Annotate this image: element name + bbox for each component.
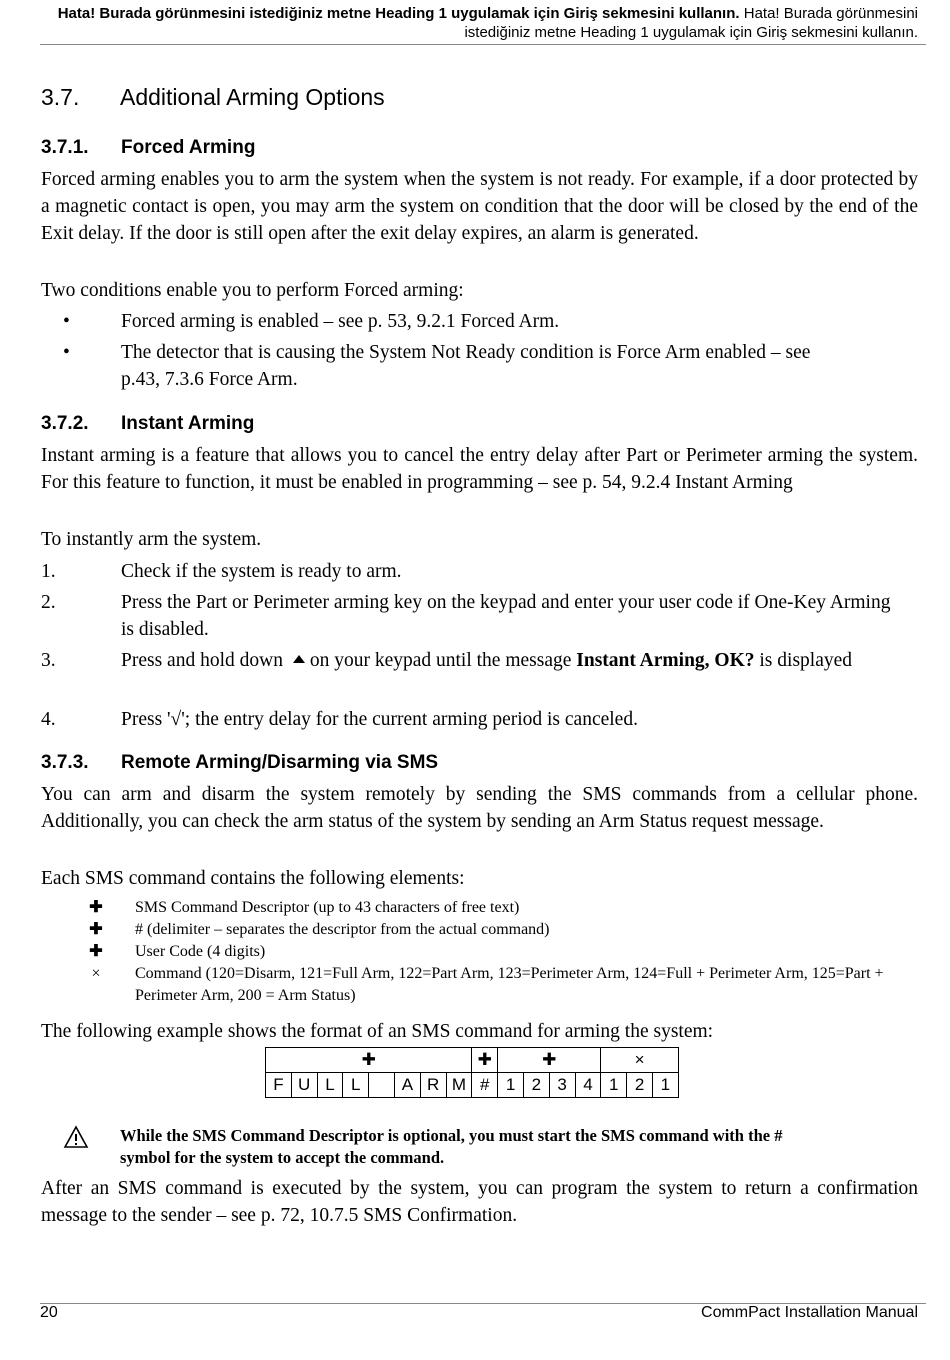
step-text-part: on your keypad until the message xyxy=(309,650,572,671)
header-divider xyxy=(40,44,926,45)
plus-icon: ✚ xyxy=(89,899,103,916)
sms-paragraph-2: Each SMS command contains the following elements: xyxy=(41,868,465,889)
table-cell: 1 xyxy=(601,1073,627,1098)
table-marker-row xyxy=(266,1048,679,1073)
subsection-title: Forced Arming xyxy=(121,137,256,158)
list-item xyxy=(88,897,888,919)
subsection-number: 3.7.2. xyxy=(41,413,89,434)
table-cell xyxy=(369,1073,395,1098)
header-error-normal: Hata! Burada görünmesini istediğiniz metne Heading 1 uygulamak için Giriş sekmesini kullanın. xyxy=(464,5,918,41)
keypad-message: Instant Arming, OK? xyxy=(576,650,755,671)
table-cell: L xyxy=(317,1073,343,1098)
list-item-text: Forced arming is enabled – see p. 53, 9.2.1 Forced Arm. xyxy=(121,311,560,332)
step-item xyxy=(41,589,901,643)
list-item-text: Command (120=Disarm, 121=Full Arm, 122=Part Arm, 123=Perimeter Arm, 124=Full + Perimeter Arm, 125=Part + Perimeter Arm, 200 = Arm Status) xyxy=(135,965,884,1004)
section-title: Additional Arming Options xyxy=(120,84,385,110)
step-number: 2. xyxy=(41,592,56,613)
step-text: Check if the system is ready to arm. xyxy=(121,561,402,582)
table-cell: 1 xyxy=(652,1073,678,1098)
plus-icon: ✚ xyxy=(498,1048,601,1073)
table-cell: 2 xyxy=(523,1073,549,1098)
step-number: 4. xyxy=(41,709,56,730)
step-text-part: is displayed xyxy=(759,650,853,671)
table-cell: R xyxy=(420,1073,446,1098)
footer-title: CommPact Installation Manual xyxy=(701,1304,918,1321)
header-error-bold: Hata! Burada görünmesini istediğiniz metne Heading 1 uygulamak için Giriş sekmesini kullanın. xyxy=(57,5,740,22)
plus-icon: ✚ xyxy=(266,1048,472,1073)
sms-paragraph-1: You can arm and disarm the system remotely by sending the SMS commands from a cellular phone. Additionally, you can check the arm status of the system by sending an Arm Status request message. xyxy=(41,784,918,832)
table-cell: # xyxy=(472,1073,498,1098)
plus-icon: ✚ xyxy=(89,921,103,938)
subsection-forced-heading xyxy=(41,137,255,159)
table-cell: M xyxy=(446,1073,472,1098)
step-item xyxy=(41,706,918,733)
plus-icon: ✚ xyxy=(472,1048,498,1073)
list-item-text: SMS Command Descriptor (up to 43 characters of free text) xyxy=(135,899,520,916)
list-item-text: User Code (4 digits) xyxy=(135,943,266,960)
plus-icon: ✚ xyxy=(89,943,103,960)
table-cell: 3 xyxy=(549,1073,575,1098)
step-item xyxy=(41,647,901,674)
instant-paragraph-2: To instantly arm the system. xyxy=(41,529,262,550)
forced-paragraph-1: Forced arming enables you to arm the system when the system is not ready. For example, if a door protected by a magnetic contact is open, you may arm the system on condition that the door will be closed by the end of the Exit delay. If the door is still open after the exit delay expires, an alarm is generated. xyxy=(41,169,918,244)
bullet-marker: • xyxy=(63,311,70,332)
subsection-title: Remote Arming/Disarming via SMS xyxy=(121,752,439,773)
list-item-text: # (delimiter – separates the descriptor from the actual command) xyxy=(135,921,550,938)
table-row xyxy=(266,1073,679,1098)
list-item xyxy=(41,339,831,393)
list-item xyxy=(41,308,918,335)
forced-paragraph-2: Two conditions enable you to perform Forced arming: xyxy=(41,280,464,301)
table-cell: L xyxy=(343,1073,369,1098)
list-item xyxy=(88,919,888,941)
running-header xyxy=(40,4,918,42)
sms-format-table xyxy=(265,1047,679,1098)
step-text: Press the Part or Perimeter arming key on the keypad and enter your user code if One-Key Arming is disabled. xyxy=(121,592,891,640)
arrow-up-key-icon xyxy=(292,654,306,664)
step-text: Press '√'; the entry delay for the current arming period is canceled. xyxy=(121,709,638,730)
table-cell: A xyxy=(394,1073,420,1098)
cross-icon: × xyxy=(91,965,101,982)
sms-paragraph-4: After an SMS command is executed by the system, you can program the system to return a confirmation message to the sender – see p. 72, 10.7.5 SMS Confirmation. xyxy=(41,1178,918,1226)
table-cell: 1 xyxy=(498,1073,524,1098)
subsection-number: 3.7.3. xyxy=(41,752,89,773)
step-number: 1. xyxy=(41,561,56,582)
section-heading xyxy=(41,84,385,111)
table-cell: U xyxy=(291,1073,317,1098)
subsection-sms-heading xyxy=(41,752,438,774)
list-item-text: The detector that is causing the System Not Ready condition is Force Arm enabled – see p.43, 7.3.6 Force Arm. xyxy=(121,342,811,390)
table-cell: F xyxy=(266,1073,292,1098)
warning-icon xyxy=(63,1125,89,1149)
bullet-marker: • xyxy=(63,342,70,363)
cross-icon: × xyxy=(601,1048,678,1073)
step-text xyxy=(121,647,901,674)
subsection-title: Instant Arming xyxy=(121,413,255,434)
sms-paragraph-3: The following example shows the format of an SMS command for arming the system: xyxy=(41,1021,714,1042)
table-cell: 4 xyxy=(575,1073,601,1098)
step-number: 3. xyxy=(41,650,56,671)
subsection-number: 3.7.1. xyxy=(41,137,89,158)
table-cell: 2 xyxy=(627,1073,653,1098)
section-number: 3.7. xyxy=(41,84,80,110)
step-text-part: Press and hold down xyxy=(121,650,283,671)
page-number: 20 xyxy=(40,1304,58,1321)
subsection-instant-heading xyxy=(41,413,254,435)
sms-elements-list xyxy=(88,897,888,1007)
list-item xyxy=(88,963,888,1007)
warning-note: While the SMS Command Descriptor is optional, you must start the SMS command with the # symbol for the system to accept the command. xyxy=(120,1126,783,1167)
step-item xyxy=(41,558,918,585)
list-item xyxy=(88,941,888,963)
instant-paragraph-1: Instant arming is a feature that allows you to cancel the entry delay after Part or Perimeter arming the system. For this feature to function, it must be enabled in programming – see p. 54, 9.2.4 Instant Arming xyxy=(41,445,918,493)
